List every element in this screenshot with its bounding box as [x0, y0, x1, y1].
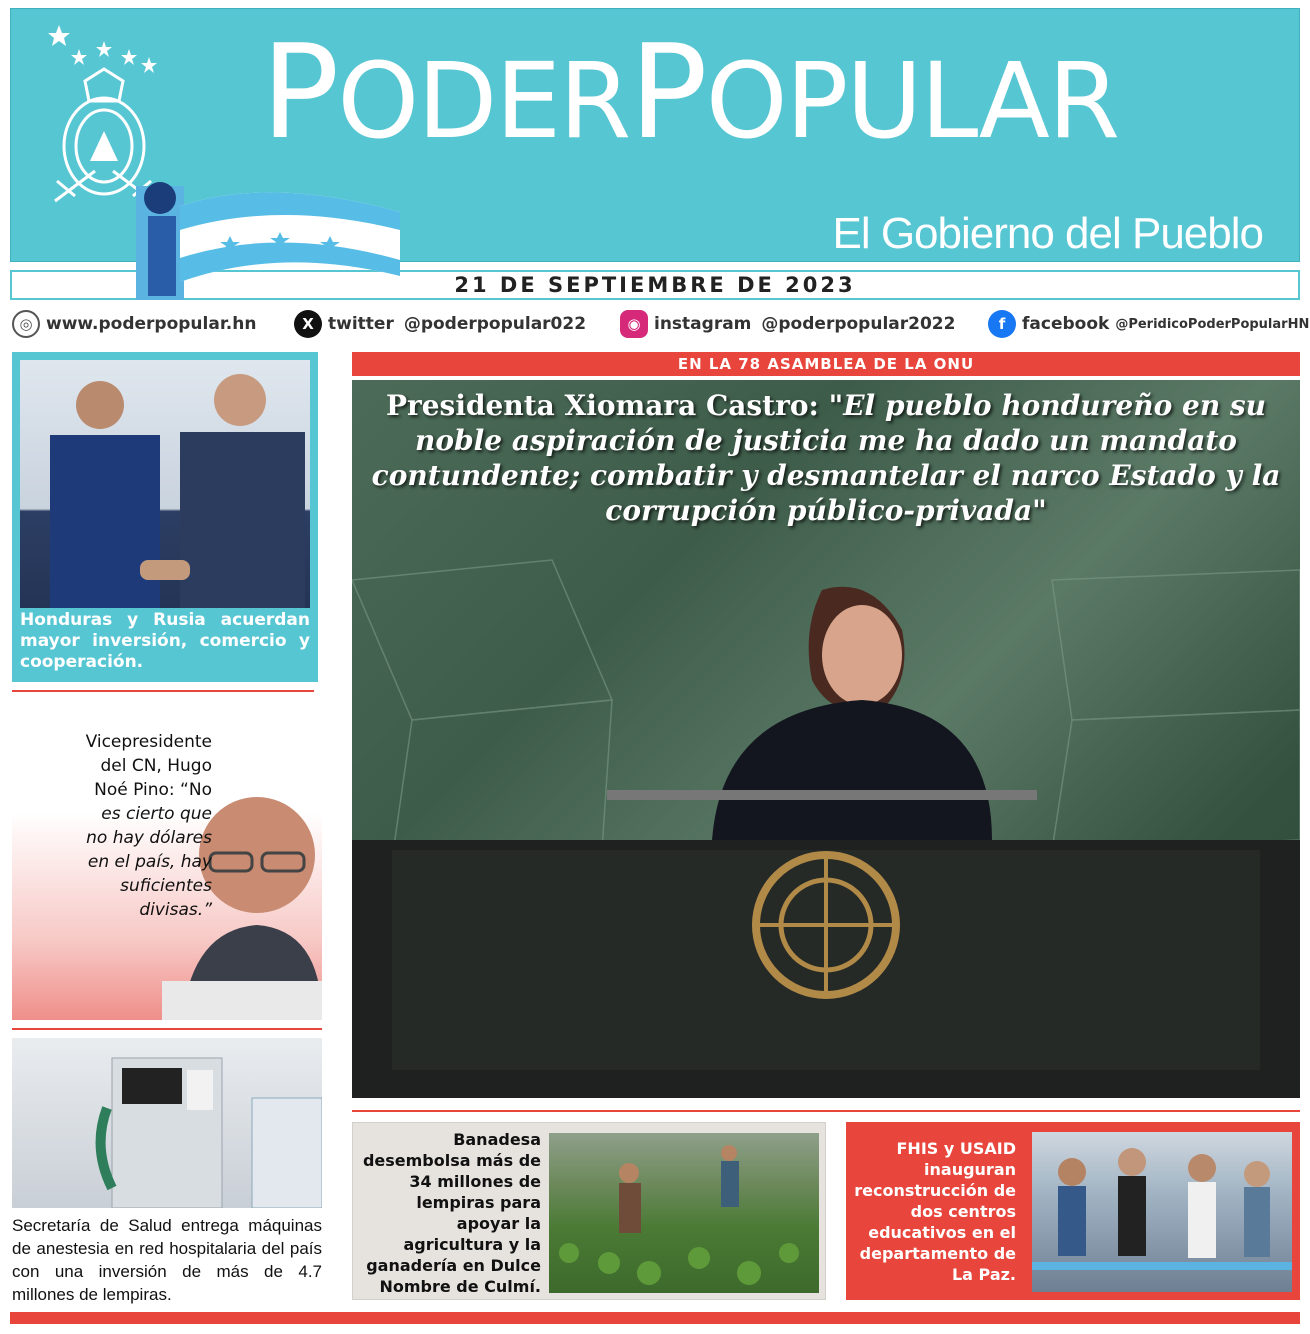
quote-line: del CN, Hugo — [100, 756, 212, 776]
divider — [352, 1110, 1300, 1112]
twitter-handle: @poderpopular022 — [403, 314, 587, 334]
instagram-link[interactable] — [620, 309, 955, 339]
anesthesia-machine-photo — [12, 1038, 322, 1208]
honduras-rusia-caption: Honduras y Rusia acuerdan mayor inversión, comercio y cooperación. — [20, 610, 310, 672]
school-ribbon-cutting-photo — [1032, 1132, 1292, 1292]
quote-line: en el país, hay — [87, 852, 212, 872]
facebook-handle: @PeridicoPoderPopularHN — [1115, 316, 1310, 332]
divider — [12, 690, 314, 692]
quote-line: Vicepresidente — [85, 732, 212, 752]
globe-icon: ◎ — [12, 310, 40, 338]
honduras-flag-soldier-illustration — [130, 176, 410, 302]
newspaper-slogan: El Gobierno del Pueblo — [832, 209, 1263, 258]
facebook-link[interactable] — [988, 309, 1309, 339]
vicepresidente-story[interactable] — [12, 700, 322, 1020]
twitter-link[interactable] — [294, 309, 586, 339]
diplomats-handshake-photo — [20, 360, 310, 608]
quote-line: es cierto que — [101, 804, 212, 824]
fhis-caption: FHIS y USAID inauguran reconstrucción de dos centros educativos en el departamento de La Paz. — [854, 1139, 1016, 1284]
website-link[interactable] — [12, 309, 256, 339]
facebook-label: facebook — [1022, 314, 1110, 334]
x-icon: X — [294, 310, 322, 338]
instagram-icon: ◉ — [620, 310, 648, 338]
salud-story[interactable] — [12, 1038, 322, 1304]
instagram-label: instagram — [654, 314, 752, 334]
divider — [12, 1028, 322, 1030]
vicepresidente-quote — [12, 730, 212, 922]
newspaper-title: PODERPOPULAR — [261, 16, 1119, 168]
quote-line: no hay dólares — [86, 828, 212, 848]
issue-date: 21 DE SEPTIEMBRE DE 2023 — [10, 270, 1300, 300]
headline-quote: "El pueblo hondureño en su noble aspiración de justicia me ha dado un mandato contundente; combatir y desmantelar el narco Estado y la corrupción público-privada" — [371, 389, 1281, 527]
main-headline — [368, 388, 1284, 528]
quote-line: Noé Pino: “No — [94, 780, 212, 800]
fhis-usaid-story[interactable] — [846, 1122, 1300, 1300]
honduras-rusia-story[interactable] — [12, 352, 318, 682]
social-links — [12, 309, 1310, 339]
website-text: www.poderpopular.hn — [46, 314, 257, 334]
main-story-kicker: EN LA 78 ASAMBLEA DE LA ONU — [352, 352, 1300, 376]
instagram-handle: @poderpopular2022 — [761, 314, 956, 334]
banadesa-caption: Banadesa desembolsa más de 34 millones de lempiras para apoyar la agricultura y la ganadería en Dulce Nombre de Culmí. — [362, 1130, 541, 1296]
main-story[interactable] — [352, 380, 1300, 1098]
headline-lead: Presidenta Xiomara Castro: — [385, 389, 829, 422]
footer-bar — [10, 1312, 1300, 1324]
farmers-field-photo — [549, 1133, 819, 1293]
quote-line: divisas.” — [139, 900, 212, 920]
quote-line: suficientes — [120, 876, 212, 896]
banadesa-story[interactable] — [352, 1122, 826, 1300]
facebook-icon: f — [988, 310, 1016, 338]
twitter-label: twitter — [328, 314, 394, 334]
salud-caption: Secretaría de Salud entrega máquinas de anestesia en red hospitalaria del país con una inversión de más de 4.7 millones de lempiras. — [12, 1216, 322, 1304]
